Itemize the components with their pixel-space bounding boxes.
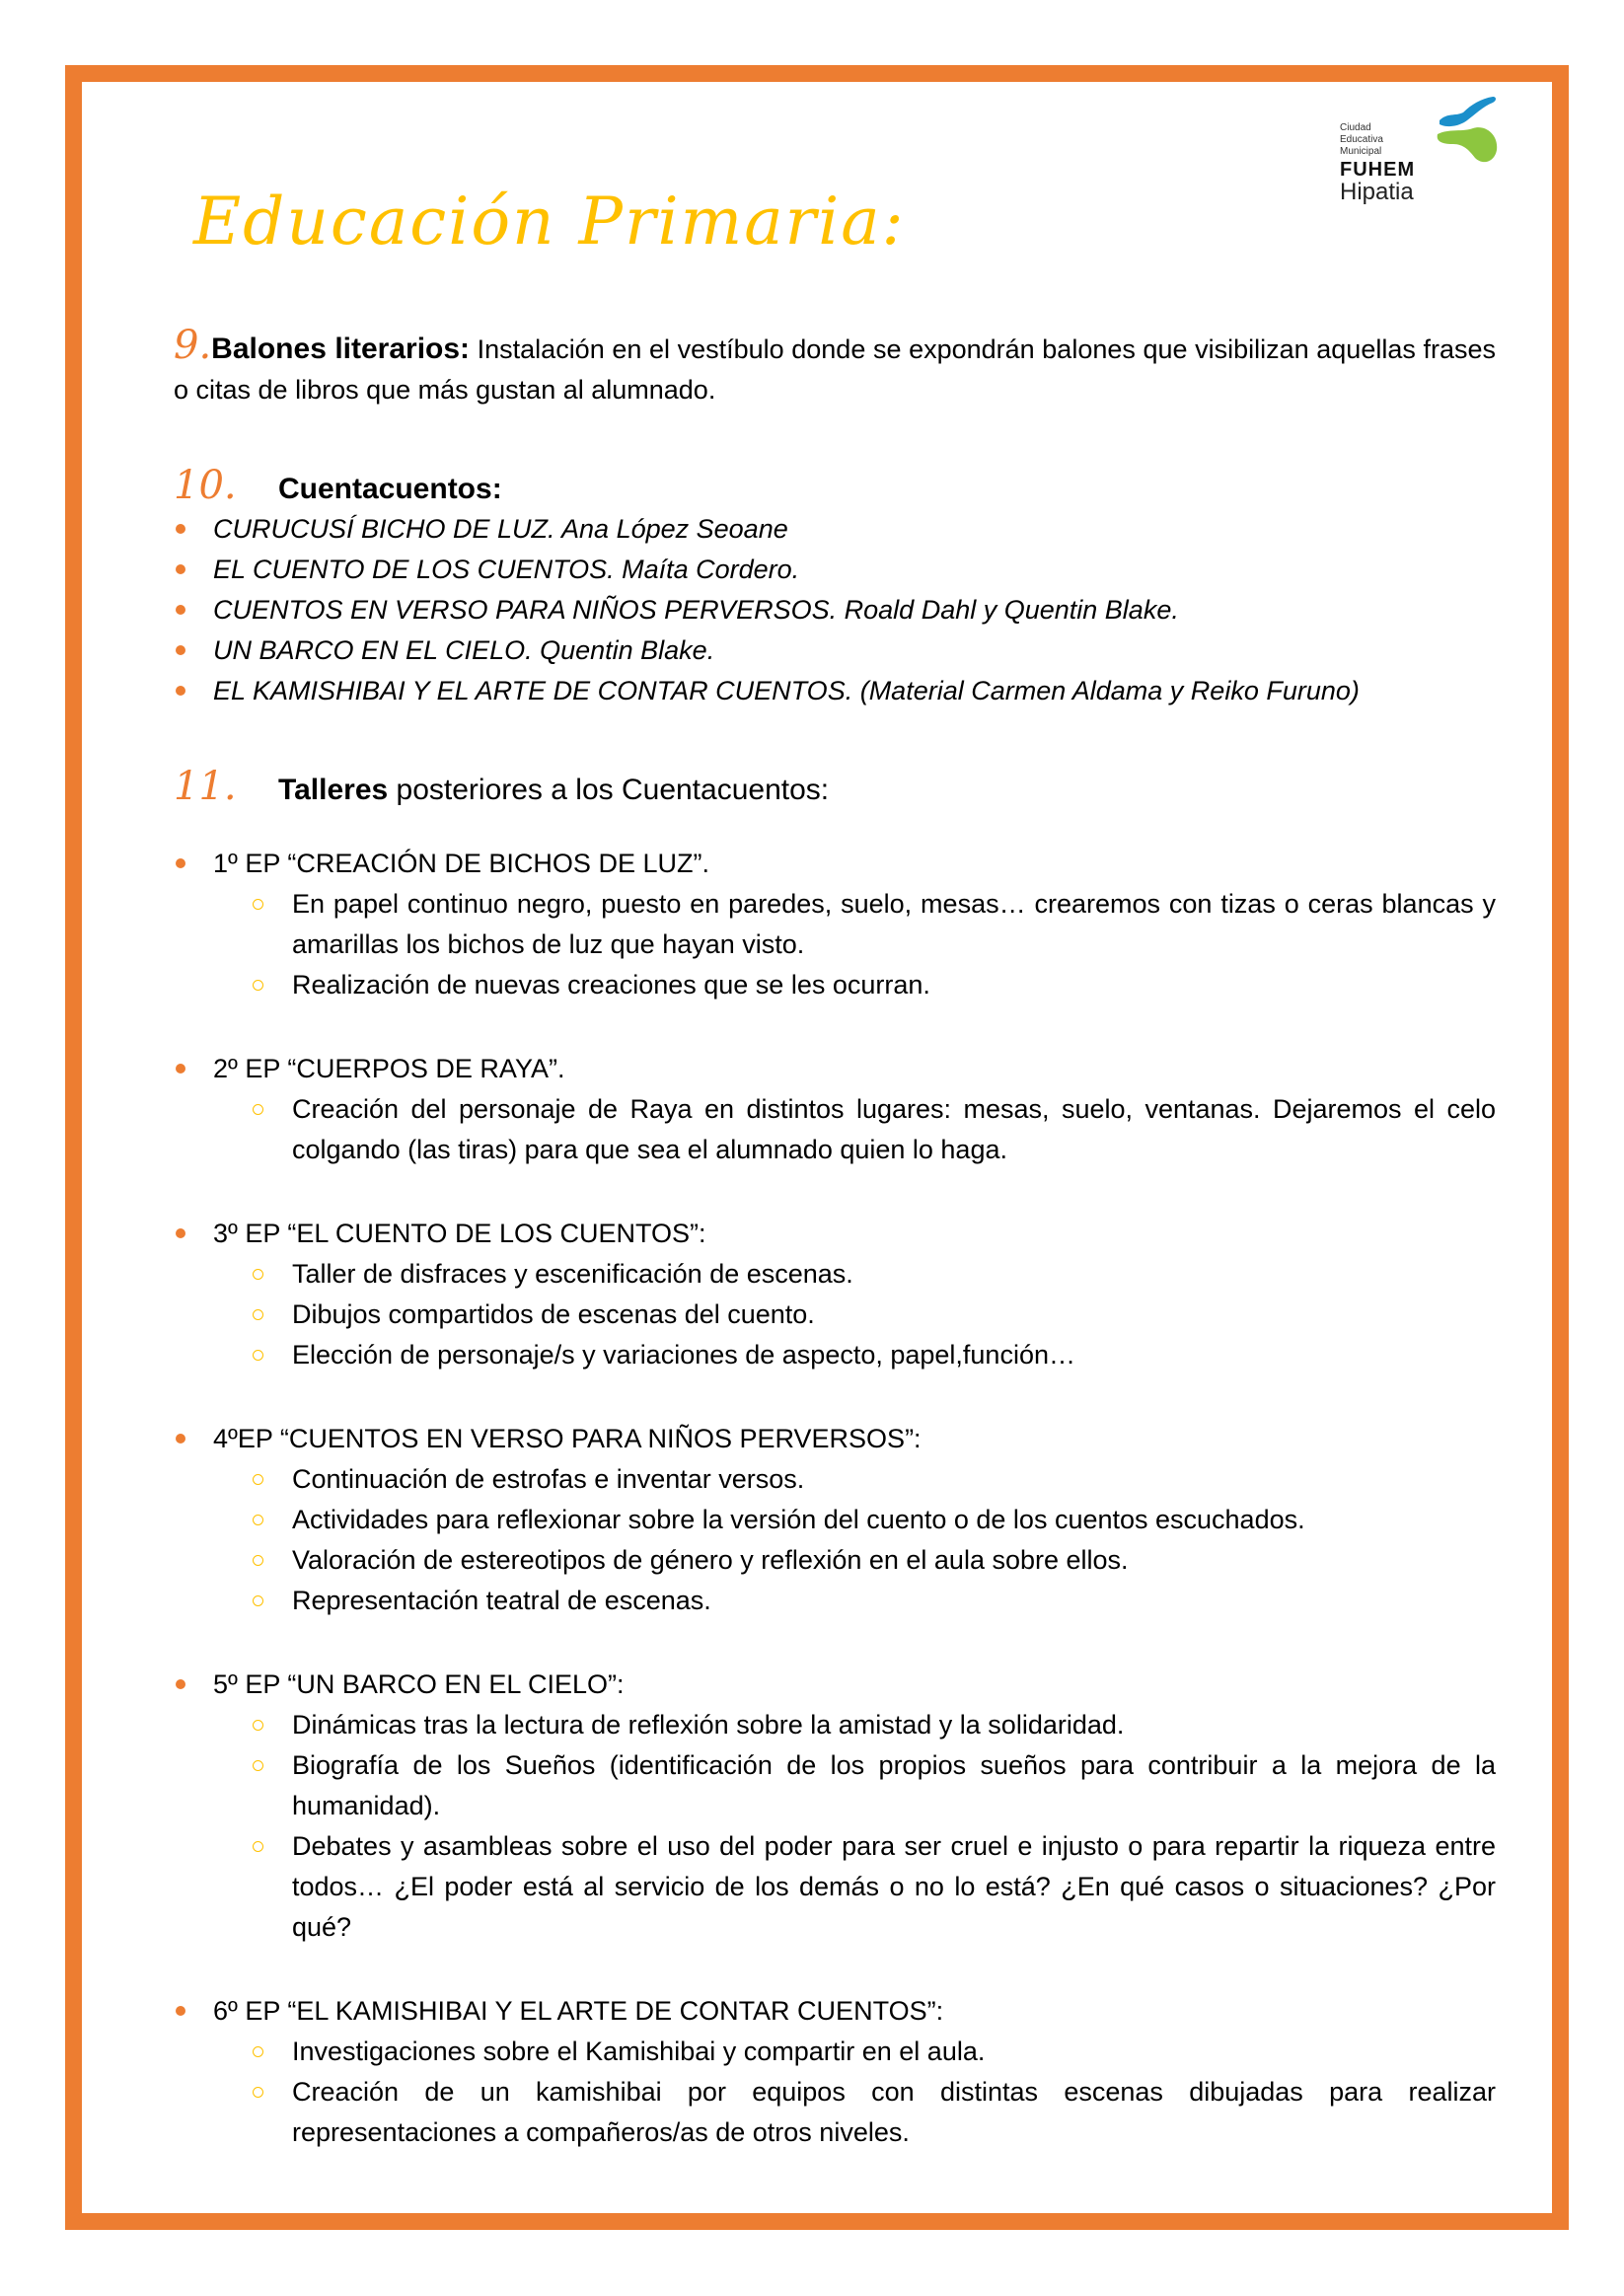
section-heading-rest: posteriores a los Cuentacuentos:	[388, 774, 830, 806]
workshop-label: 3º EP “EL CUENTO DE LOS CUENTOS”:	[174, 1214, 1496, 1254]
workshop-label: 5º EP “UN BARCO EN EL CIELO”:	[174, 1665, 1496, 1705]
story-list	[174, 509, 1496, 711]
section-number: 11.	[174, 764, 237, 809]
workshop-group	[174, 1214, 1496, 1375]
workshop-group	[174, 1991, 1496, 2153]
workshop-item: Taller de disfraces y escenificación de escenas.	[174, 1254, 1496, 1295]
section-9	[174, 323, 1496, 410]
workshop-label: 2º EP “CUERPOS DE RAYA”.	[174, 1049, 1496, 1089]
logo-name: Hipatia	[1340, 179, 1414, 205]
section-10	[174, 463, 1496, 711]
document-body	[174, 323, 1496, 2153]
logo-line-2: Educativa	[1340, 134, 1383, 145]
list-item: CUENTOS EN VERSO PARA NIÑOS PERVERSOS. Roald Dahl y Quentin Blake.	[174, 590, 1496, 630]
workshop-item: Dinámicas tras la lectura de reflexión sobre la amistad y la solidaridad.	[174, 1705, 1496, 1745]
section-heading: Balones literarios:	[211, 333, 471, 365]
workshop-item: Elección de personaje/s y variaciones de aspecto, papel,función…	[174, 1335, 1496, 1375]
list-item: UN BARCO EN EL CIELO. Quentin Blake.	[174, 630, 1496, 671]
section-number: 9.	[174, 323, 212, 368]
workshop-item: En papel continuo negro, puesto en paredes, suelo, mesas… crearemos con tizas o ceras blancas y amarillas los bichos de luz que hayan visto.	[174, 884, 1496, 965]
workshop-item: Actividades para reflexionar sobre la versión del cuento o de los cuentos escuchados.	[174, 1500, 1496, 1540]
workshop-label: 4ºEP “CUENTOS EN VERSO PARA NIÑOS PERVERSOS”:	[174, 1419, 1496, 1459]
workshop-item: Biografía de los Sueños (identificación de los propios sueños para contribuir a la mejora de la humanidad).	[174, 1745, 1496, 1826]
logo-brand: FUHEM	[1340, 159, 1416, 181]
list-item: CURUCUSÍ BICHO DE LUZ. Ana López Seoane	[174, 509, 1496, 550]
workshop-group	[174, 1419, 1496, 1621]
logo-line-1: Ciudad	[1340, 122, 1371, 133]
workshop-label: 6º EP “EL KAMISHIBAI Y EL ARTE DE CONTAR CUENTOS”:	[174, 1991, 1496, 2032]
logo-mark-icon	[1434, 95, 1503, 174]
workshop-group	[174, 844, 1496, 1005]
workshop-group	[174, 1049, 1496, 1170]
section-heading: Cuentacuentos:	[278, 473, 502, 505]
workshop-group	[174, 1665, 1496, 1948]
page-title: Educación Primaria:	[193, 184, 906, 259]
workshop-item: Valoración de estereotipos de género y reflexión en el aula sobre ellos.	[174, 1540, 1496, 1581]
workshop-item: Realización de nuevas creaciones que se les ocurran.	[174, 965, 1496, 1005]
workshop-label: 1º EP “CREACIÓN DE BICHOS DE LUZ”.	[174, 844, 1496, 884]
logo-line-3: Municipal	[1340, 146, 1382, 157]
section-number: 10.	[174, 463, 237, 508]
workshop-item: Investigaciones sobre el Kamishibai y compartir en el aula.	[174, 2032, 1496, 2072]
section-heading-bold: Talleres	[278, 774, 389, 806]
workshop-item: Debates y asambleas sobre el uso del poder para ser cruel e injusto o para repartir la riqueza entre todos… ¿El poder está al servicio de los demás o no lo está? ¿En qué casos o situaciones? ¿Por qué?	[174, 1826, 1496, 1948]
list-item: EL CUENTO DE LOS CUENTOS. Maíta Cordero.	[174, 550, 1496, 590]
section-text: Instalación en el vestíbulo donde se expondrán balones que visibilizan aquellas frases o citas de libros que más gustan al alumnado.	[174, 334, 1496, 405]
workshop-item: Dibujos compartidos de escenas del cuento.	[174, 1295, 1496, 1335]
workshop-item: Representación teatral de escenas.	[174, 1581, 1496, 1621]
list-item: EL KAMISHIBAI Y EL ARTE DE CONTAR CUENTOS. (Material Carmen Aldama y Reiko Furuno)	[174, 671, 1496, 711]
workshop-item: Creación del personaje de Raya en distintos lugares: mesas, suelo, ventanas. Dejaremos el celo colgando (las tiras) para que sea el alumnado quien lo haga.	[174, 1089, 1496, 1170]
workshop-item: Creación de un kamishibai por equipos con distintas escenas dibujadas para realizar representaciones a compañeros/as de otros niveles.	[174, 2072, 1496, 2153]
workshop-item: Continuación de estrofas e inventar versos.	[174, 1459, 1496, 1500]
section-11	[174, 764, 1496, 2153]
fuhem-hipatia-logo	[1340, 95, 1537, 223]
